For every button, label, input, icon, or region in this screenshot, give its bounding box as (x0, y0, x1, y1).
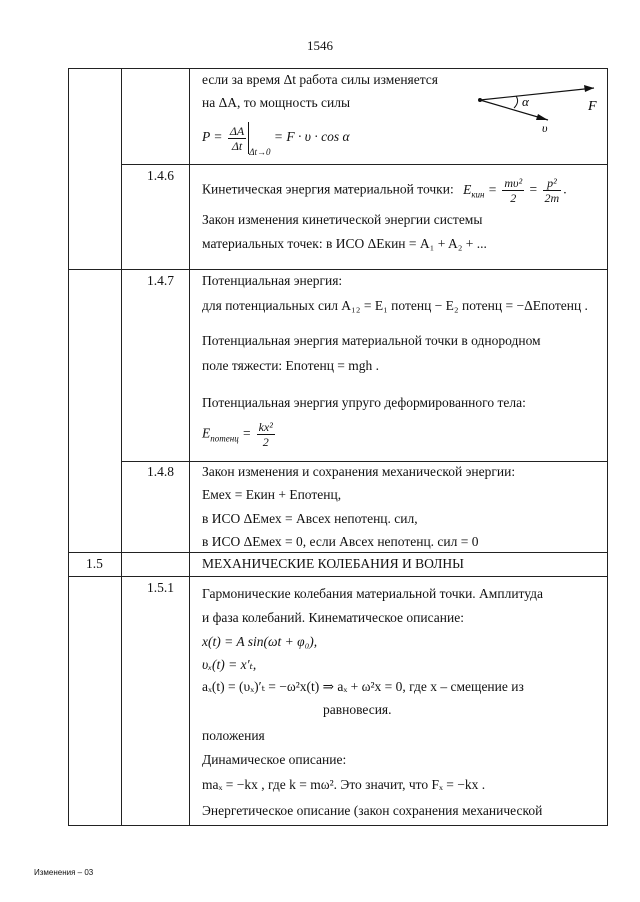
gravity-potential-text-1: Потенциальная энергия материальной точки в однородном (202, 333, 541, 348)
acceleration-formula: aₓ(t) = (υₓ)′ₜ = −ω²x(t) ⇒ aₓ + ω²x = 0, где x – смещение из (202, 679, 524, 694)
footer-revision: Изменения – 03 (34, 868, 94, 877)
table-col-divider-2 (189, 68, 190, 826)
kinetic-law-text-2: материальных точек: в ИСО ΔEкин = A₁ + A₂ + ... (202, 236, 487, 251)
table-col-divider-1 (121, 68, 122, 826)
mech-energy-law-title: Закон изменения и сохранения механической энергии: (202, 464, 516, 479)
row-divider (68, 269, 608, 270)
mech-energy-sum: Eмех = Eкин + Eпотенц, (202, 487, 342, 502)
section-number: 1.4.7 (147, 273, 174, 288)
power-formula: P = $\frac{\Delta A}{\Delta t}$ $_{\Delta t\to 0}$ = F · υ · cos α (202, 123, 350, 158)
dynamic-formula: maₓ = −kx , где k = mω². Это значит, что Fₓ = −kx . (202, 777, 486, 792)
force-label: F (588, 99, 597, 114)
harmonic-text-2: и фаза колебаний. Кинематическое описание: (202, 610, 464, 625)
power-text-2: на ΔA, то мощность силы (202, 95, 351, 110)
content-table (68, 68, 608, 826)
angle-label: α (522, 94, 529, 109)
displacement-formula: x(t) = A sin(ωt + φ₀), (202, 634, 318, 649)
power-text-1: если за время Δt работа силы изменяется (202, 72, 439, 87)
table-border-left (68, 68, 69, 826)
elastic-potential-text: Потенциальная энергия упруго деформированного тела: (202, 395, 526, 410)
section-number: 1.4.6 (147, 168, 174, 183)
table-border-bottom (68, 825, 608, 826)
potential-energy-title: Потенциальная энергия: (202, 273, 343, 288)
row-divider (68, 576, 608, 577)
mech-energy-change: в ИСО ΔEмех = Aвсех непотенц. сил, (202, 511, 418, 526)
energy-description-text: Энергетическое описание (закон сохранения механической (202, 803, 543, 818)
force-velocity-diagram (476, 76, 602, 132)
kinetic-energy-text: Кинетическая энергия материальной точки: $E_{кин}$ = $\frac{\text{mυ²}}{2}$ = $\frac{\text{p²}}{2m}$ . (202, 176, 567, 205)
section-number: 1.5 (86, 556, 103, 571)
equilibrium-text: равновесия. (323, 702, 392, 717)
kinetic-law-text-1: Закон изменения кинетической энергии системы (202, 212, 483, 227)
gravity-potential-text-2: поле тяжести: Eпотенц = mgh . (202, 358, 380, 373)
section-title: МЕХАНИЧЕСКИЕ КОЛЕБАНИЯ И ВОЛНЫ (202, 556, 464, 571)
section-number: 1.5.1 (147, 580, 174, 595)
velocity-label: υ (542, 121, 548, 132)
position-text: положения (202, 728, 265, 743)
row-divider (121, 164, 608, 165)
elastic-potential-formula: $E_{потенц}$ = $\frac{\text{kx²}}{2}$ (202, 420, 273, 449)
page-number: 1546 (307, 38, 333, 53)
dynamic-description-title: Динамическое описание: (202, 752, 347, 767)
row-divider (121, 461, 608, 462)
table-border-right (607, 68, 608, 826)
section-number: 1.4.8 (147, 464, 174, 479)
harmonic-text-1: Гармонические колебания материальной точки. Амплитуда (202, 586, 544, 601)
row-divider (68, 552, 608, 553)
velocity-formula: υₓ(t) = x′ₜ, (202, 657, 257, 672)
potential-forces-formula: для потенциальных сил A₁₂ = E₁ потенц − E₂ потенц = −ΔEпотенц . (202, 298, 588, 313)
table-border-top (68, 68, 608, 69)
mech-energy-conservation: в ИСО ΔEмех = 0, если Aвсех непотенц. сил = 0 (202, 534, 479, 549)
